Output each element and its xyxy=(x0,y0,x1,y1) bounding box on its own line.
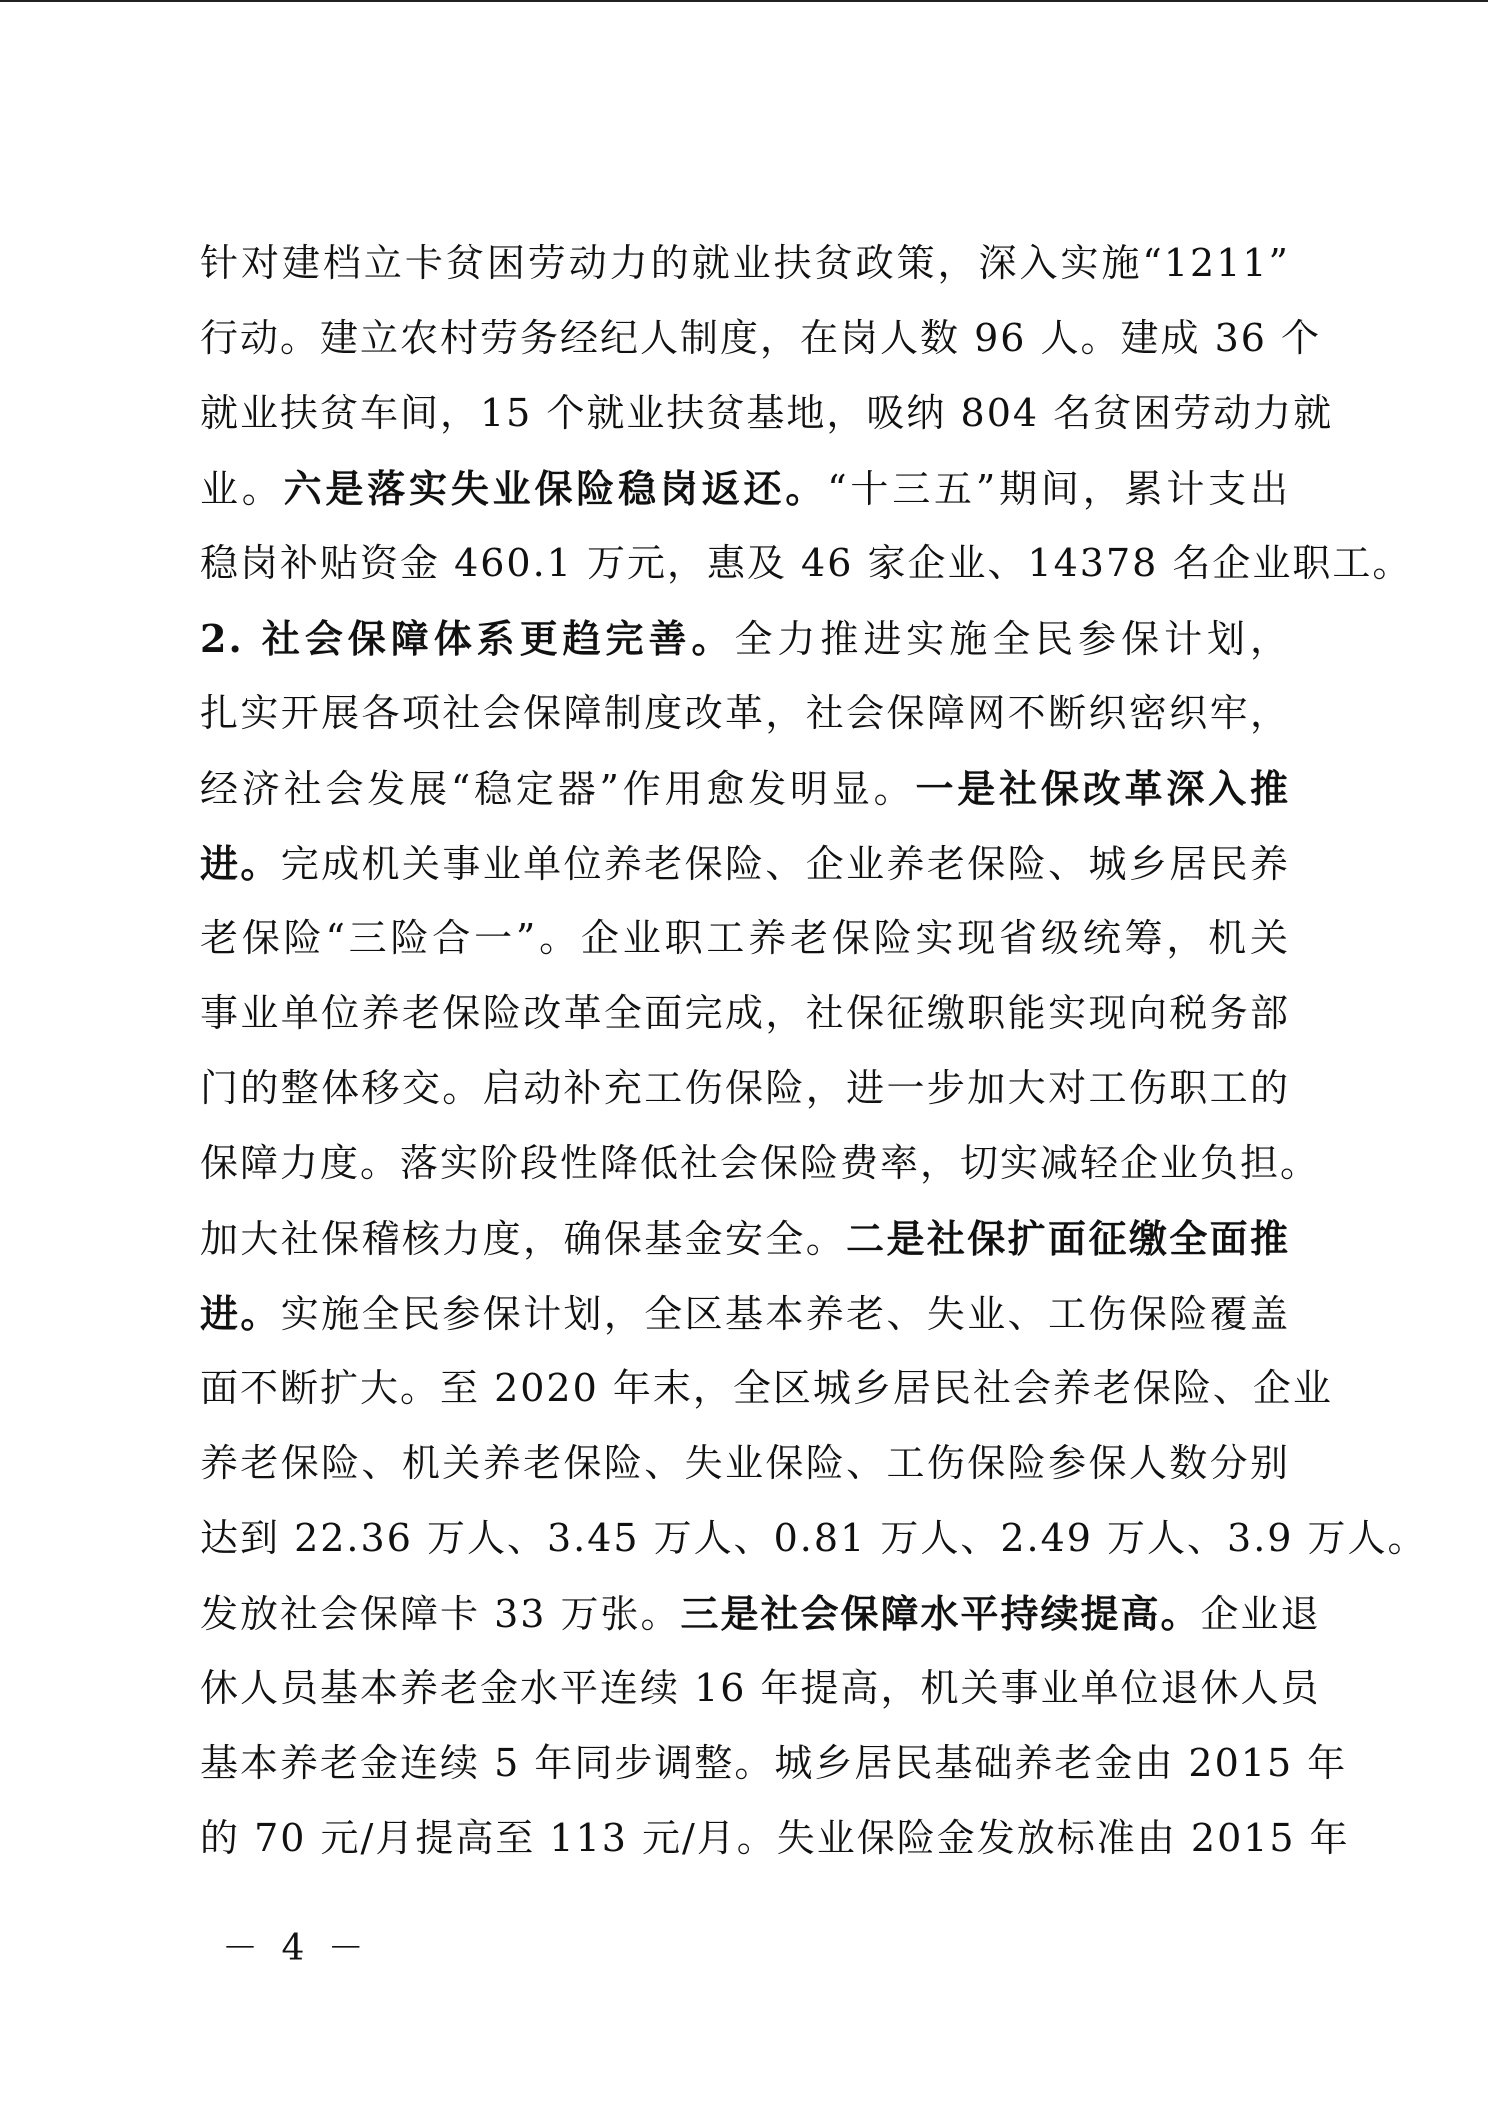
text-line xyxy=(200,1576,1321,1651)
bold-text-segment: 2. 社会保障体系更趋完善。 xyxy=(200,616,735,661)
text-segment: 达到 22.36 万人、3.45 万人、0.81 万人、2.49 万人、3.9 万人。 xyxy=(200,1516,1428,1560)
text-segment: 就业扶贫车间，15 个就业扶贫基地，吸纳 804 名贫困劳动力就 xyxy=(200,391,1334,435)
text-segment: 老保险“三险合一”。企业职工养老保险实现省级统筹，机关 xyxy=(200,916,1290,960)
page-number: － 4 － xyxy=(222,1928,370,1969)
text-segment: 扎实开展各项社会保障制度改革，社会保障网不断织密织牢， xyxy=(200,691,1290,735)
text-segment: 企业退 xyxy=(1200,1592,1321,1636)
text-segment: 稳岗补贴资金 460.1 万元，惠及 46 家企业、14378 名企业职工。 xyxy=(200,541,1413,585)
text-segment: “十三五”期间，累计支出 xyxy=(827,467,1290,511)
text-line xyxy=(200,1276,1290,1351)
text-segment: 发放社会保障卡 33 万张。 xyxy=(200,1592,681,1636)
text-segment: 针对建档立卡贫困劳动力的就业扶贫政策，深入实施“1211” xyxy=(200,241,1290,285)
text-line xyxy=(200,301,1322,376)
text-line xyxy=(200,1051,1290,1126)
text-segment: 全力推进实施全民参保计划， xyxy=(734,617,1290,661)
text-segment: 养老保险、机关养老保险、失业保险、工伤保险参保人数分别 xyxy=(200,1441,1290,1485)
text-line xyxy=(200,676,1290,751)
text-segment: 休人员基本养老金水平连续 16 年提高，机关事业单位退休人员 xyxy=(200,1666,1321,1710)
text-segment: 保障力度。落实阶段性降低社会保险费率，切实减轻企业负担。 xyxy=(200,1141,1321,1185)
text-segment: 完成机关事业单位养老保险、企业养老保险、城乡居民养 xyxy=(280,842,1290,886)
bold-text-segment: 三是社会保障水平持续提高。 xyxy=(680,1591,1201,1636)
text-line xyxy=(200,451,1290,526)
text-line xyxy=(200,901,1290,976)
text-line xyxy=(200,526,1413,601)
text-segment: 面不断扩大。至 2020 年末，全区城乡居民社会养老保险、企业 xyxy=(200,1366,1333,1410)
text-segment: 事业单位养老保险改革全面完成，社保征缴职能实现向税务部 xyxy=(200,991,1290,1035)
bold-text-segment: 六是落实失业保险稳岗返还。 xyxy=(283,466,828,511)
text-line xyxy=(200,826,1290,901)
text-segment: 业。 xyxy=(200,467,284,511)
text-segment: 基本养老金连续 5 年同步调整。城乡居民基础养老金由 2015 年 xyxy=(200,1741,1348,1785)
text-segment: 加大社保稽核力度，确保基金安全。 xyxy=(200,1217,847,1261)
text-line xyxy=(200,1651,1321,1726)
bold-text-segment: 二是社保扩面征缴全面推 xyxy=(846,1216,1290,1261)
text-segment: 门的整体移交。启动补充工伤保险，进一步加大对工伤职工的 xyxy=(200,1066,1290,1110)
text-line xyxy=(200,1501,1428,1576)
bold-text-segment: 进。 xyxy=(200,1291,281,1336)
bold-text-segment: 进。 xyxy=(200,841,281,886)
text-line xyxy=(200,1351,1333,1426)
text-line xyxy=(200,1801,1350,1876)
text-segment: 行动。建立农村劳务经纪人制度，在岗人数 96 人。建成 36 个 xyxy=(200,316,1322,360)
text-line xyxy=(200,1426,1290,1501)
text-segment: 的 70 元/月提高至 113 元/月。失业保险金发放标准由 2015 年 xyxy=(200,1816,1350,1860)
text-line xyxy=(200,1126,1321,1201)
text-segment: 实施全民参保计划，全区基本养老、失业、工伤保险覆盖 xyxy=(280,1292,1290,1336)
bold-text-segment: 一是社保改革深入推 xyxy=(915,766,1290,811)
text-line xyxy=(200,226,1290,301)
text-segment: 经济社会发展“稳定器”作用愈发明显。 xyxy=(200,767,916,811)
text-line xyxy=(200,1201,1290,1276)
text-line xyxy=(200,976,1290,1051)
text-line xyxy=(200,376,1334,451)
text-line xyxy=(200,1726,1348,1801)
text-line xyxy=(200,751,1290,826)
body-text xyxy=(200,226,1428,1876)
text-line xyxy=(200,601,1290,676)
